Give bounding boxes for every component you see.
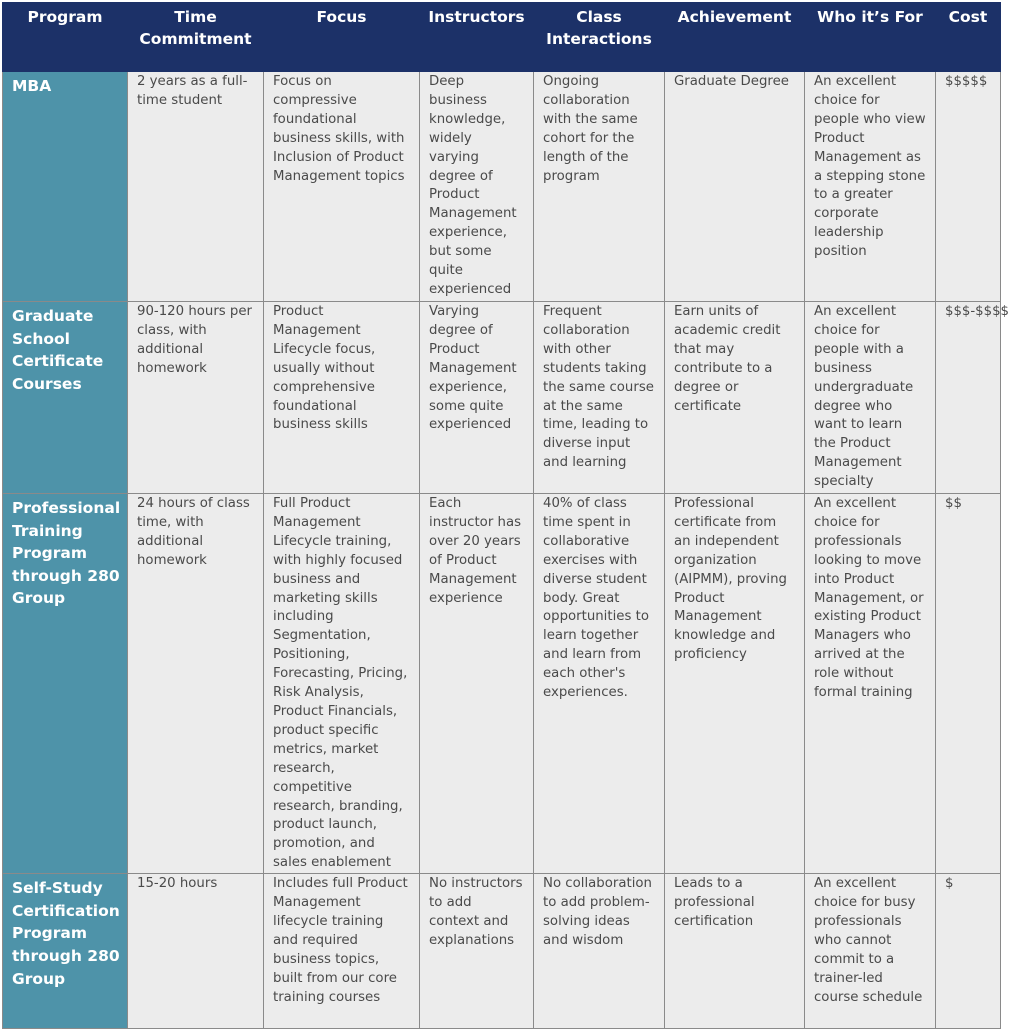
program-name: MBA bbox=[3, 72, 128, 302]
class-interactions-cell: Frequent collaboration with other students taking the same course at the same time, leading to diverse input and learning bbox=[534, 302, 665, 494]
who-its-for-cell: An excellent choice for people who view Product Management as a stepping stone to a greater corporate leadership position bbox=[805, 72, 936, 302]
class-interactions-cell: No collaboration to add problem-solving ideas and wisdom bbox=[534, 874, 665, 1029]
header-class-interactions: Class Interactions bbox=[534, 3, 665, 72]
class-interactions-cell: Ongoing collaboration with the same cohort for the length of the program bbox=[534, 72, 665, 302]
program-name: Professional Training Program through 280 Group bbox=[3, 494, 128, 874]
instructors-cell: Deep business knowledge, widely varying degree of Product Management experience, but some quite experienced bbox=[420, 72, 534, 302]
table-row bbox=[3, 72, 1001, 302]
who-its-for-cell: An excellent choice for busy professionals who cannot commit to a trainer-led course schedule bbox=[805, 874, 936, 1029]
who-its-for-cell: An excellent choice for people with a business undergraduate degree who want to learn the Product Management specialty bbox=[805, 302, 936, 494]
program-name: Graduate School Certificate Courses bbox=[3, 302, 128, 494]
focus-cell: Full Product Management Lifecycle training, with highly focused business and marketing skills including Segmentation, Positioning, Forecasting, Pricing, Risk Analysis, Product Financials, product specific metrics, market research, competitive research, branding, product launch, promotion, and sales enablement bbox=[264, 494, 420, 874]
instructors-cell: No instructors to add context and explanations bbox=[420, 874, 534, 1029]
achievement-cell: Earn units of academic credit that may contribute to a degree or certificate bbox=[665, 302, 805, 494]
program-name: Self-Study Certification Program through 280 Group bbox=[3, 874, 128, 1029]
achievement-cell: Professional certificate from an independent organization (AIPMM), proving Product Management knowledge and proficiency bbox=[665, 494, 805, 874]
instructors-cell: Varying degree of Product Management experience, some quite experienced bbox=[420, 302, 534, 494]
header-instructors: Instructors bbox=[420, 3, 534, 72]
cost-cell: $$$-$$$$ bbox=[936, 302, 1001, 494]
header-row bbox=[3, 3, 1001, 72]
time-commitment-cell: 90-120 hours per class, with additional homework bbox=[128, 302, 264, 494]
time-commitment-cell: 24 hours of class time, with additional homework bbox=[128, 494, 264, 874]
achievement-cell: Graduate Degree bbox=[665, 72, 805, 302]
header-achievement: Achievement bbox=[665, 3, 805, 72]
header-time-commitment: Time Commitment bbox=[128, 3, 264, 72]
time-commitment-cell: 2 years as a full-time student bbox=[128, 72, 264, 302]
header-program: Program bbox=[3, 3, 128, 72]
focus-cell: Includes full Product Management lifecycle training and required business topics, built from our core training courses bbox=[264, 874, 420, 1029]
program-comparison-table bbox=[2, 2, 1010, 1029]
header-cost: Cost bbox=[936, 3, 1001, 72]
cost-cell: $$ bbox=[936, 494, 1001, 874]
class-interactions-cell: 40% of class time spent in collaborative exercises with diverse student body. Great opportunities to learn together and learn from each other's experiences. bbox=[534, 494, 665, 874]
instructors-cell: Each instructor has over 20 years of Product Management experience bbox=[420, 494, 534, 874]
table-row bbox=[3, 874, 1001, 1029]
cost-cell: $ bbox=[936, 874, 1001, 1029]
table-row bbox=[3, 494, 1001, 874]
table-row bbox=[3, 302, 1001, 494]
time-commitment-cell: 15-20 hours bbox=[128, 874, 264, 1029]
focus-cell: Product Management Lifecycle focus, usually without comprehensive foundational business skills bbox=[264, 302, 420, 494]
who-its-for-cell: An excellent choice for professionals looking to move into Product Management, or existing Product Managers who arrived at the role without formal training bbox=[805, 494, 936, 874]
header-who-its-for: Who it’s For bbox=[805, 3, 936, 72]
header-focus: Focus bbox=[264, 3, 420, 72]
focus-cell: Focus on compressive foundational business skills, with Inclusion of Product Management topics bbox=[264, 72, 420, 302]
achievement-cell: Leads to a professional certification bbox=[665, 874, 805, 1029]
cost-cell: $$$$$ bbox=[936, 72, 1001, 302]
